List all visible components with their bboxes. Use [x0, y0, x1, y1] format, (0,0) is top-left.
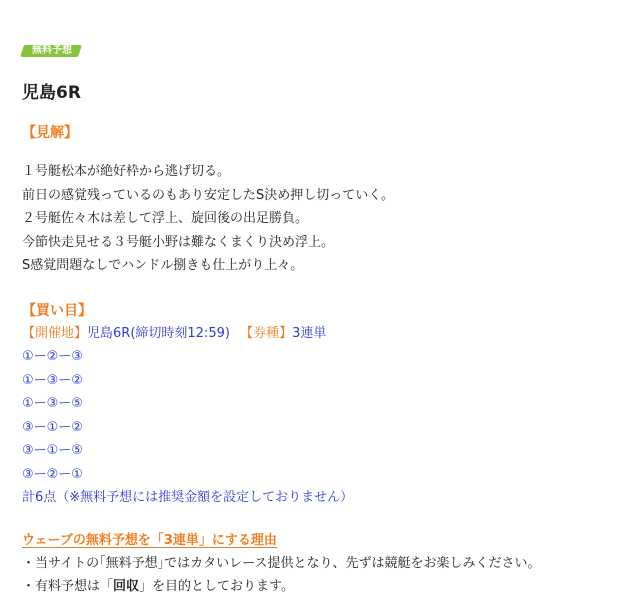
venue-value: 児島6R(締切時刻12:59) — [87, 325, 230, 341]
race-info-line — [22, 322, 622, 346]
ticket-type-value: 3連単 — [292, 325, 327, 341]
analysis-line: ２号艇佐々木は差して浮上、旋回後の出足勝負。 — [22, 211, 309, 226]
venue-label: 【開催地】 — [22, 325, 88, 341]
prediction-article — [22, 38, 622, 599]
bets-section — [22, 300, 622, 510]
ticket-type-label: 【券種】 — [240, 325, 293, 341]
analysis-line: 今節快走見せる３号艇小野は難なくまくり決め浮上。 — [22, 234, 335, 250]
badge-label: 無料予想 — [32, 45, 72, 56]
reason-section — [22, 530, 622, 599]
bet-combination: ①ー②ー③ — [22, 349, 83, 364]
reason-line: ・当サイトの｢無料予想｣ではカタいレース提供となり、先ずは競艇をお楽しみください。 — [22, 555, 541, 571]
bet-combination: ①ー③ー⑤ — [22, 396, 83, 411]
bet-combination: ③ー①ー⑤ — [22, 443, 83, 458]
free-prediction-badge — [20, 45, 82, 57]
bet-combination: ③ー①ー② — [22, 419, 83, 435]
bet-combination: ①ー③ー② — [22, 372, 83, 388]
reason-line-bold: 回収 — [113, 579, 140, 594]
analysis-line: S感覚問題なしでハンドル捌きも仕上がり上々。 — [22, 258, 304, 273]
reason-line-prefix: ・有料予想は「 — [22, 579, 114, 594]
analysis-heading: 【見解】 — [22, 125, 78, 141]
analysis-line: 前日の感覚残っているのもあり安定したS決め押し切っていく。 — [22, 187, 394, 203]
analysis-line: １号艇松本が絶好枠から逃げ切る。 — [22, 164, 231, 179]
reason-line — [22, 575, 622, 599]
bet-total: 計6点（※無料予想には推奨金額を設定しておりません） — [22, 490, 354, 505]
bet-combination: ③ー②ー① — [22, 466, 83, 482]
reason-heading: ウェーブの無料予想を「3連単」にする理由 — [22, 532, 277, 548]
reason-line-suffix: 」を目的としております。 — [139, 579, 294, 594]
analysis-section — [22, 122, 622, 278]
bets-heading: 【買い目】 — [22, 302, 92, 319]
race-title: 児島6R — [22, 83, 81, 103]
